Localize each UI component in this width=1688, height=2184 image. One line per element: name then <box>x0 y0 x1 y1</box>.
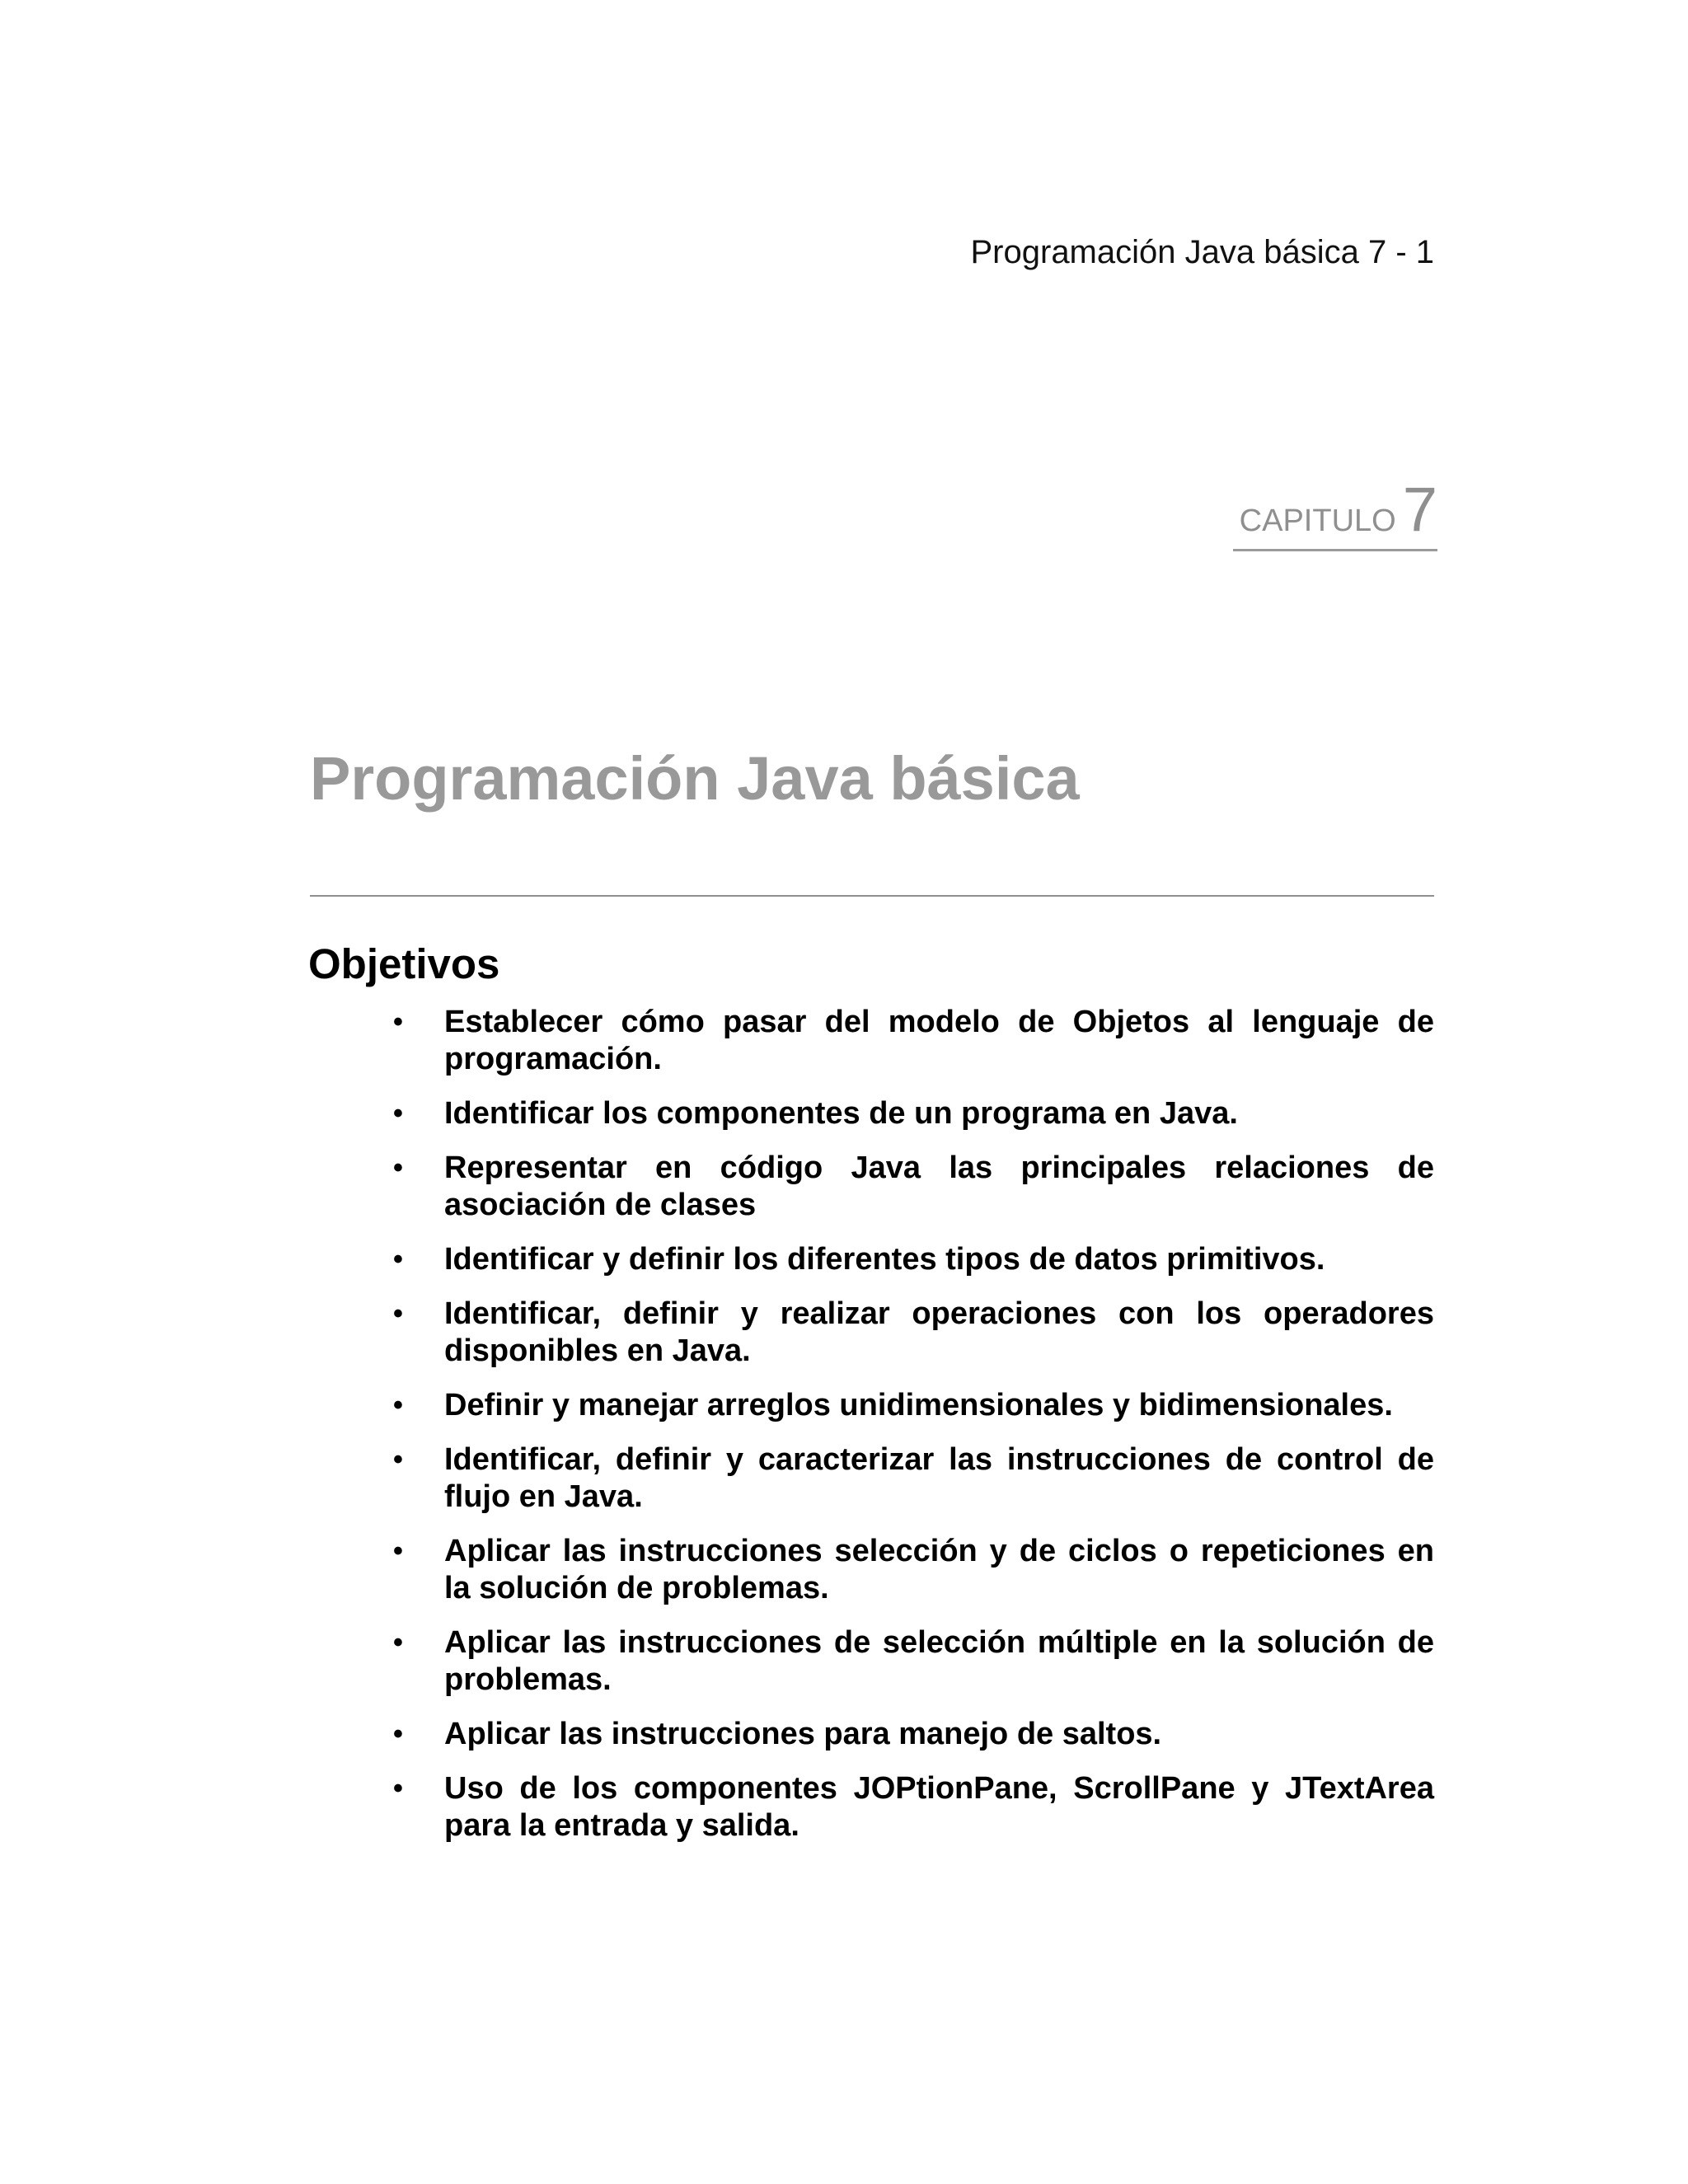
objective-item <box>393 1716 1434 1753</box>
title-divider <box>310 895 1434 897</box>
bullet-icon: • <box>393 1444 403 1475</box>
chapter-title: Programación Java básica <box>310 744 1080 813</box>
bullet-icon: • <box>393 1152 403 1183</box>
objective-text: Identificar y definir los diferentes tipos de datos primitivos. <box>444 1242 1325 1277</box>
objective-item <box>393 1150 1434 1224</box>
objective-text: Representar en código Java las principales relaciones de asociación de clases <box>444 1151 1434 1222</box>
objectives-heading: Objetivos <box>308 940 500 987</box>
objective-item <box>393 1533 1434 1607</box>
bullet-icon: • <box>393 1627 403 1658</box>
running-header: Programación Java básica 7 - 1 <box>970 234 1434 270</box>
objective-item <box>393 1441 1434 1516</box>
bullet-icon: • <box>393 1098 403 1129</box>
objectives-list <box>393 1004 1434 1862</box>
bullet-icon: • <box>393 1773 403 1804</box>
objective-item <box>393 1624 1434 1699</box>
bullet-icon: • <box>393 1244 403 1275</box>
objective-text: Aplicar las instrucciones de selección múltiple en la solución de problemas. <box>444 1625 1434 1697</box>
objective-text: Uso de los componentes JOPtionPane, ScrollPane y JTextArea para la entrada y salida. <box>444 1771 1434 1843</box>
objective-item <box>393 1095 1434 1132</box>
objective-text: Identificar, definir y realizar operaciones con los operadores disponibles en Java. <box>444 1296 1434 1368</box>
objective-text: Identificar, definir y caracterizar las instrucciones de control de flujo en Java. <box>444 1442 1434 1514</box>
objective-text: Establecer cómo pasar del modelo de Objetos al lenguaje de programación. <box>444 1005 1434 1076</box>
bullet-icon: • <box>393 1390 403 1421</box>
objective-item <box>393 1387 1434 1424</box>
bullet-icon: • <box>393 1535 403 1567</box>
objective-text: Definir y manejar arreglos unidimensionales y bidimensionales. <box>444 1388 1393 1422</box>
objective-item <box>393 1241 1434 1278</box>
chapter-label: CAPITULO <box>1239 504 1396 538</box>
bullet-icon: • <box>393 1006 403 1038</box>
objective-text: Identificar los componentes de un programa en Java. <box>444 1096 1238 1131</box>
objective-item <box>393 1004 1434 1078</box>
bullet-icon: • <box>393 1298 403 1329</box>
objective-text: Aplicar las instrucciones selección y de ciclos o repeticiones en la solución de problemas. <box>444 1534 1434 1605</box>
chapter-label-block <box>1233 475 1437 551</box>
bullet-icon: • <box>393 1718 403 1750</box>
objective-text: Aplicar las instrucciones para manejo de saltos. <box>444 1717 1162 1751</box>
objective-item <box>393 1296 1434 1370</box>
objective-item <box>393 1770 1434 1844</box>
chapter-number: 7 <box>1402 475 1437 545</box>
